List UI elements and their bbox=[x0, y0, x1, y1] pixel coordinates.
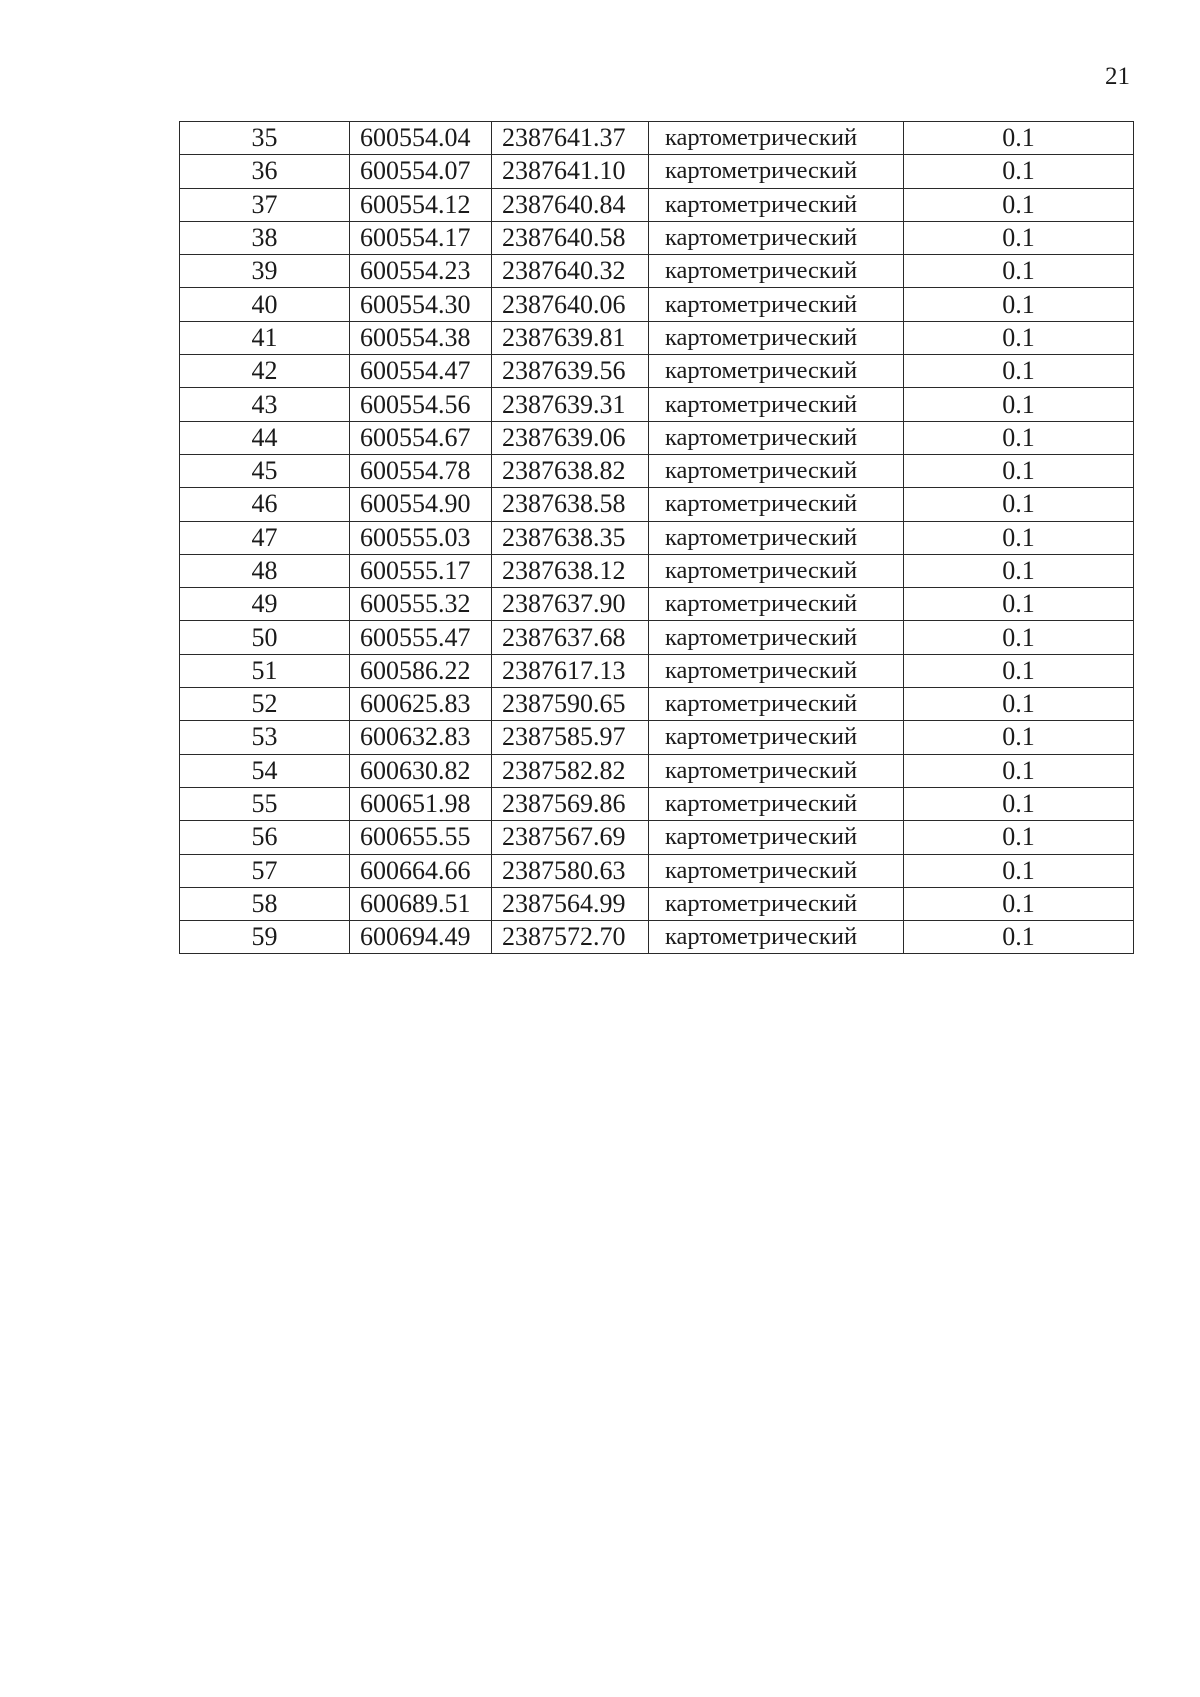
point-number-cell: 56 bbox=[180, 821, 350, 854]
y-coordinate-cell: 2387640.32 bbox=[492, 255, 649, 288]
y-coordinate-cell: 2387641.10 bbox=[492, 155, 649, 188]
y-coordinate-cell: 2387580.63 bbox=[492, 854, 649, 887]
y-coordinate-cell: 2387640.06 bbox=[492, 288, 649, 321]
x-coordinate-cell: 600632.83 bbox=[350, 721, 492, 754]
y-coordinate-cell: 2387582.82 bbox=[492, 754, 649, 787]
precision-cell: 0.1 bbox=[904, 288, 1134, 321]
table-row bbox=[180, 355, 1134, 388]
point-number-cell: 39 bbox=[180, 255, 350, 288]
y-coordinate-cell: 2387639.31 bbox=[492, 388, 649, 421]
y-coordinate-cell: 2387569.86 bbox=[492, 787, 649, 820]
table-row bbox=[180, 188, 1134, 221]
precision-cell: 0.1 bbox=[904, 255, 1134, 288]
precision-cell: 0.1 bbox=[904, 155, 1134, 188]
x-coordinate-cell: 600554.67 bbox=[350, 421, 492, 454]
precision-cell: 0.1 bbox=[904, 921, 1134, 954]
point-number-cell: 46 bbox=[180, 488, 350, 521]
method-cell: картометрический bbox=[649, 488, 904, 521]
table-row bbox=[180, 488, 1134, 521]
precision-cell: 0.1 bbox=[904, 188, 1134, 221]
point-number-cell: 57 bbox=[180, 854, 350, 887]
y-coordinate-cell: 2387639.56 bbox=[492, 355, 649, 388]
point-number-cell: 50 bbox=[180, 621, 350, 654]
method-cell: картометрический bbox=[649, 388, 904, 421]
y-coordinate-cell: 2387637.90 bbox=[492, 588, 649, 621]
x-coordinate-cell: 600689.51 bbox=[350, 887, 492, 920]
point-number-cell: 47 bbox=[180, 521, 350, 554]
y-coordinate-cell: 2387638.58 bbox=[492, 488, 649, 521]
y-coordinate-cell: 2387641.37 bbox=[492, 122, 649, 155]
precision-cell: 0.1 bbox=[904, 221, 1134, 254]
x-coordinate-cell: 600655.55 bbox=[350, 821, 492, 854]
precision-cell: 0.1 bbox=[904, 321, 1134, 354]
point-number-cell: 54 bbox=[180, 754, 350, 787]
method-cell: картометрический bbox=[649, 621, 904, 654]
method-cell: картометрический bbox=[649, 821, 904, 854]
point-number-cell: 55 bbox=[180, 787, 350, 820]
precision-cell: 0.1 bbox=[904, 355, 1134, 388]
point-number-cell: 44 bbox=[180, 421, 350, 454]
point-number-cell: 48 bbox=[180, 554, 350, 587]
x-coordinate-cell: 600554.30 bbox=[350, 288, 492, 321]
x-coordinate-cell: 600554.47 bbox=[350, 355, 492, 388]
precision-cell: 0.1 bbox=[904, 688, 1134, 721]
precision-cell: 0.1 bbox=[904, 721, 1134, 754]
method-cell: картометрический bbox=[649, 921, 904, 954]
table-row bbox=[180, 921, 1134, 954]
point-number-cell: 53 bbox=[180, 721, 350, 754]
precision-cell: 0.1 bbox=[904, 454, 1134, 487]
x-coordinate-cell: 600554.78 bbox=[350, 454, 492, 487]
x-coordinate-cell: 600664.66 bbox=[350, 854, 492, 887]
method-cell: картометрический bbox=[649, 588, 904, 621]
y-coordinate-cell: 2387567.69 bbox=[492, 821, 649, 854]
table-row bbox=[180, 588, 1134, 621]
table-row bbox=[180, 288, 1134, 321]
table-row bbox=[180, 821, 1134, 854]
method-cell: картометрический bbox=[649, 787, 904, 820]
point-number-cell: 43 bbox=[180, 388, 350, 421]
x-coordinate-cell: 600554.17 bbox=[350, 221, 492, 254]
precision-cell: 0.1 bbox=[904, 821, 1134, 854]
method-cell: картометрический bbox=[649, 854, 904, 887]
precision-cell: 0.1 bbox=[904, 388, 1134, 421]
method-cell: картометрический bbox=[649, 688, 904, 721]
precision-cell: 0.1 bbox=[904, 754, 1134, 787]
table-row bbox=[180, 887, 1134, 920]
precision-cell: 0.1 bbox=[904, 488, 1134, 521]
table-row bbox=[180, 221, 1134, 254]
table-row bbox=[180, 255, 1134, 288]
table-row bbox=[180, 122, 1134, 155]
x-coordinate-cell: 600555.47 bbox=[350, 621, 492, 654]
point-number-cell: 59 bbox=[180, 921, 350, 954]
method-cell: картометрический bbox=[649, 188, 904, 221]
precision-cell: 0.1 bbox=[904, 122, 1134, 155]
precision-cell: 0.1 bbox=[904, 421, 1134, 454]
precision-cell: 0.1 bbox=[904, 887, 1134, 920]
x-coordinate-cell: 600554.38 bbox=[350, 321, 492, 354]
y-coordinate-cell: 2387638.82 bbox=[492, 454, 649, 487]
point-number-cell: 40 bbox=[180, 288, 350, 321]
table-row bbox=[180, 654, 1134, 687]
y-coordinate-cell: 2387638.12 bbox=[492, 554, 649, 587]
method-cell: картометрический bbox=[649, 754, 904, 787]
y-coordinate-cell: 2387585.97 bbox=[492, 721, 649, 754]
point-number-cell: 51 bbox=[180, 654, 350, 687]
x-coordinate-cell: 600555.32 bbox=[350, 588, 492, 621]
y-coordinate-cell: 2387640.58 bbox=[492, 221, 649, 254]
point-number-cell: 37 bbox=[180, 188, 350, 221]
y-coordinate-cell: 2387638.35 bbox=[492, 521, 649, 554]
table-row bbox=[180, 521, 1134, 554]
point-number-cell: 42 bbox=[180, 355, 350, 388]
y-coordinate-cell: 2387590.65 bbox=[492, 688, 649, 721]
precision-cell: 0.1 bbox=[904, 554, 1134, 587]
point-number-cell: 35 bbox=[180, 122, 350, 155]
precision-cell: 0.1 bbox=[904, 521, 1134, 554]
x-coordinate-cell: 600694.49 bbox=[350, 921, 492, 954]
page-number: 21 bbox=[1105, 63, 1130, 90]
precision-cell: 0.1 bbox=[904, 654, 1134, 687]
method-cell: картометрический bbox=[649, 122, 904, 155]
x-coordinate-cell: 600651.98 bbox=[350, 787, 492, 820]
x-coordinate-cell: 600554.04 bbox=[350, 122, 492, 155]
point-number-cell: 45 bbox=[180, 454, 350, 487]
point-number-cell: 58 bbox=[180, 887, 350, 920]
x-coordinate-cell: 600630.82 bbox=[350, 754, 492, 787]
x-coordinate-cell: 600554.07 bbox=[350, 155, 492, 188]
x-coordinate-cell: 600555.17 bbox=[350, 554, 492, 587]
method-cell: картометрический bbox=[649, 654, 904, 687]
method-cell: картометрический bbox=[649, 521, 904, 554]
y-coordinate-cell: 2387637.68 bbox=[492, 621, 649, 654]
point-number-cell: 41 bbox=[180, 321, 350, 354]
method-cell: картометрический bbox=[649, 355, 904, 388]
table-row bbox=[180, 787, 1134, 820]
y-coordinate-cell: 2387639.06 bbox=[492, 421, 649, 454]
method-cell: картометрический bbox=[649, 221, 904, 254]
precision-cell: 0.1 bbox=[904, 621, 1134, 654]
table-row bbox=[180, 554, 1134, 587]
method-cell: картометрический bbox=[649, 155, 904, 188]
precision-cell: 0.1 bbox=[904, 588, 1134, 621]
x-coordinate-cell: 600555.03 bbox=[350, 521, 492, 554]
table-row bbox=[180, 754, 1134, 787]
table-row bbox=[180, 688, 1134, 721]
table-row bbox=[180, 454, 1134, 487]
table-row bbox=[180, 721, 1134, 754]
method-cell: картометрический bbox=[649, 887, 904, 920]
coordinates-table-body bbox=[180, 122, 1134, 954]
method-cell: картометрический bbox=[649, 321, 904, 354]
method-cell: картометрический bbox=[649, 554, 904, 587]
table-row bbox=[180, 321, 1134, 354]
table-row bbox=[180, 421, 1134, 454]
precision-cell: 0.1 bbox=[904, 854, 1134, 887]
y-coordinate-cell: 2387572.70 bbox=[492, 921, 649, 954]
method-cell: картометрический bbox=[649, 721, 904, 754]
x-coordinate-cell: 600586.22 bbox=[350, 654, 492, 687]
table-row bbox=[180, 155, 1134, 188]
y-coordinate-cell: 2387640.84 bbox=[492, 188, 649, 221]
x-coordinate-cell: 600554.12 bbox=[350, 188, 492, 221]
method-cell: картометрический bbox=[649, 454, 904, 487]
method-cell: картометрический bbox=[649, 255, 904, 288]
table-row bbox=[180, 621, 1134, 654]
x-coordinate-cell: 600554.23 bbox=[350, 255, 492, 288]
point-number-cell: 49 bbox=[180, 588, 350, 621]
method-cell: картометрический bbox=[649, 288, 904, 321]
table-row bbox=[180, 854, 1134, 887]
point-number-cell: 52 bbox=[180, 688, 350, 721]
table-row bbox=[180, 388, 1134, 421]
x-coordinate-cell: 600554.90 bbox=[350, 488, 492, 521]
x-coordinate-cell: 600554.56 bbox=[350, 388, 492, 421]
y-coordinate-cell: 2387617.13 bbox=[492, 654, 649, 687]
point-number-cell: 38 bbox=[180, 221, 350, 254]
precision-cell: 0.1 bbox=[904, 787, 1134, 820]
method-cell: картометрический bbox=[649, 421, 904, 454]
x-coordinate-cell: 600625.83 bbox=[350, 688, 492, 721]
coordinates-table bbox=[179, 121, 1134, 954]
y-coordinate-cell: 2387639.81 bbox=[492, 321, 649, 354]
point-number-cell: 36 bbox=[180, 155, 350, 188]
y-coordinate-cell: 2387564.99 bbox=[492, 887, 649, 920]
